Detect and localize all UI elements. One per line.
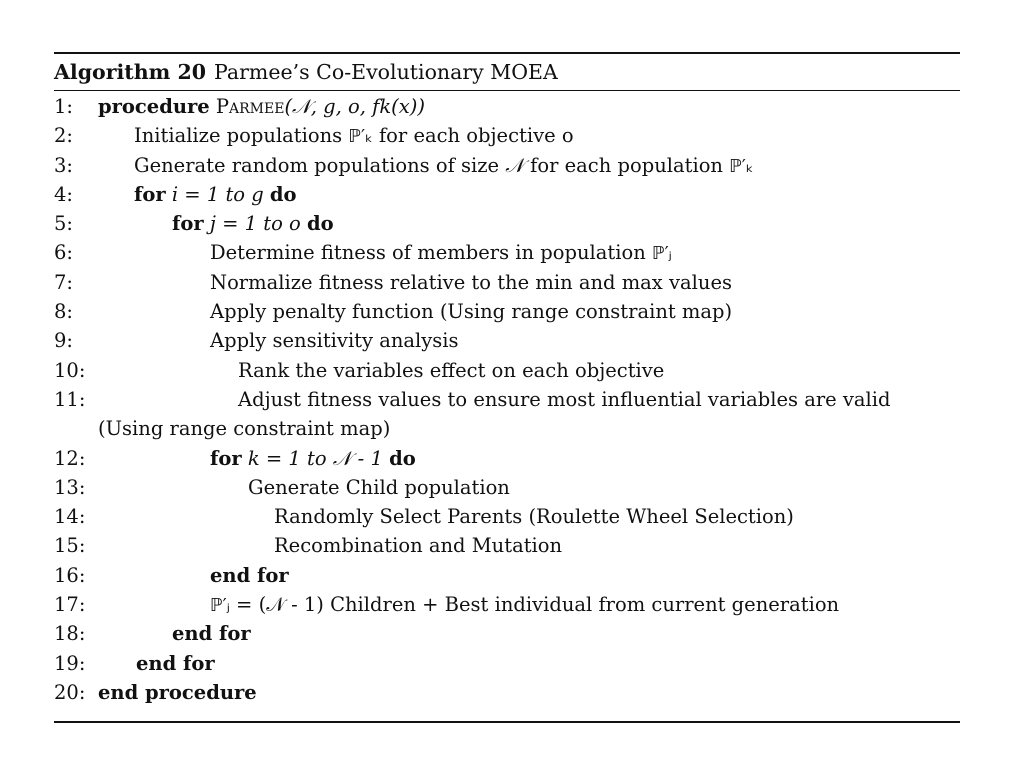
line-13: [54, 473, 960, 502]
keyword: do: [389, 446, 416, 470]
line-20: [54, 678, 960, 707]
line-11: [54, 385, 960, 414]
line-text: = (𝒩 - 1) Children + Best individual from current generation: [229, 593, 840, 617]
line-number: 8:: [54, 300, 73, 324]
algorithm-title: Parmee’s Co-Evolutionary MOEA: [214, 60, 558, 84]
algorithm-box: [54, 52, 960, 707]
line-7: [54, 268, 960, 297]
line-number: 11:: [54, 387, 86, 411]
line-19: [54, 649, 960, 678]
line-11-continuation: [54, 414, 960, 443]
line-number: 7:: [54, 270, 73, 294]
population-symbol: ℙ′ⱼ: [210, 595, 230, 617]
line-14: [54, 502, 960, 531]
line-18: [54, 619, 960, 648]
population-symbol: ℙ′ⱼ: [651, 243, 672, 265]
line-8: [54, 297, 960, 326]
procedure-args: (𝒩, g, o, fk(x)): [284, 95, 425, 118]
line-text: Apply sensitivity analysis: [210, 329, 459, 353]
line-text: Initialize populations: [134, 124, 349, 148]
algorithm-caption: [54, 54, 960, 90]
line-number: 6:: [54, 241, 73, 265]
keyword: procedure: [98, 95, 210, 118]
keyword: end for: [172, 622, 251, 646]
line-1: [54, 92, 960, 121]
population-symbol: ℙ′ₖ: [348, 126, 373, 148]
line-number: 19:: [54, 651, 86, 675]
line-number: 17:: [54, 593, 86, 617]
line-2: [54, 121, 960, 150]
line-15: [54, 531, 960, 560]
keyword: end procedure: [98, 680, 257, 704]
line-4: [54, 180, 960, 209]
line-text: Recombination and Mutation: [274, 534, 563, 558]
keyword: for: [134, 182, 166, 206]
line-3: [54, 151, 960, 180]
keyword: do: [269, 182, 297, 206]
line-number: 16:: [54, 563, 86, 587]
keyword: do: [306, 212, 334, 236]
loop-expression: k = 1 to 𝒩 - 1: [241, 446, 390, 470]
line-17: [54, 590, 960, 619]
line-5: [54, 209, 960, 238]
line-number: 5:: [54, 212, 73, 236]
line-number: 10:: [54, 358, 86, 382]
line-text: for each population: [523, 153, 730, 177]
line-12: [54, 444, 960, 473]
line-number: 15:: [54, 534, 86, 558]
line-10: [54, 356, 960, 385]
population-symbol: ℙ′ₖ: [729, 155, 754, 177]
line-9: [54, 326, 960, 355]
algorithm-lines: [54, 91, 960, 707]
line-number: 2:: [54, 124, 73, 148]
line-number: 14:: [54, 505, 86, 529]
size-symbol: 𝒩: [505, 153, 524, 177]
loop-expression: j = 1 to o: [203, 212, 307, 236]
line-16: [54, 561, 960, 590]
loop-expression: i = 1 to g: [165, 182, 270, 206]
line-text: for each objective o: [372, 124, 574, 148]
keyword: for: [172, 212, 204, 236]
line-number: 3:: [54, 153, 73, 177]
line-text: (Using range constraint map): [98, 417, 391, 441]
line-number: 1:: [54, 95, 73, 118]
line-text: Normalize fitness relative to the min and max values: [210, 270, 732, 294]
keyword: for: [210, 446, 242, 470]
line-text: Adjust fitness values to ensure most influential variables are valid: [238, 387, 891, 411]
line-text: Generate random populations of size: [134, 153, 506, 177]
line-text: Rank the variables effect on each objective: [238, 358, 665, 382]
procedure-name: Parmee: [215, 95, 285, 118]
line-number: 13:: [54, 475, 86, 499]
line-number: 20:: [54, 680, 86, 704]
bottom-rule: [54, 721, 960, 723]
algorithm-label: Algorithm 20: [54, 60, 207, 84]
line-text: Generate Child population: [248, 475, 510, 499]
line-text: Determine fitness of members in population: [210, 241, 652, 265]
keyword: end for: [136, 651, 215, 675]
line-text: Randomly Select Parents (Roulette Wheel Selection): [274, 505, 794, 529]
line-number: 18:: [54, 622, 86, 646]
line-number: 4:: [54, 182, 73, 206]
keyword: end for: [210, 563, 289, 587]
line-6: [54, 238, 960, 267]
line-number: 12:: [54, 446, 86, 470]
line-text: Apply penalty function (Using range constraint map): [210, 300, 733, 324]
line-number: 9:: [54, 329, 73, 353]
